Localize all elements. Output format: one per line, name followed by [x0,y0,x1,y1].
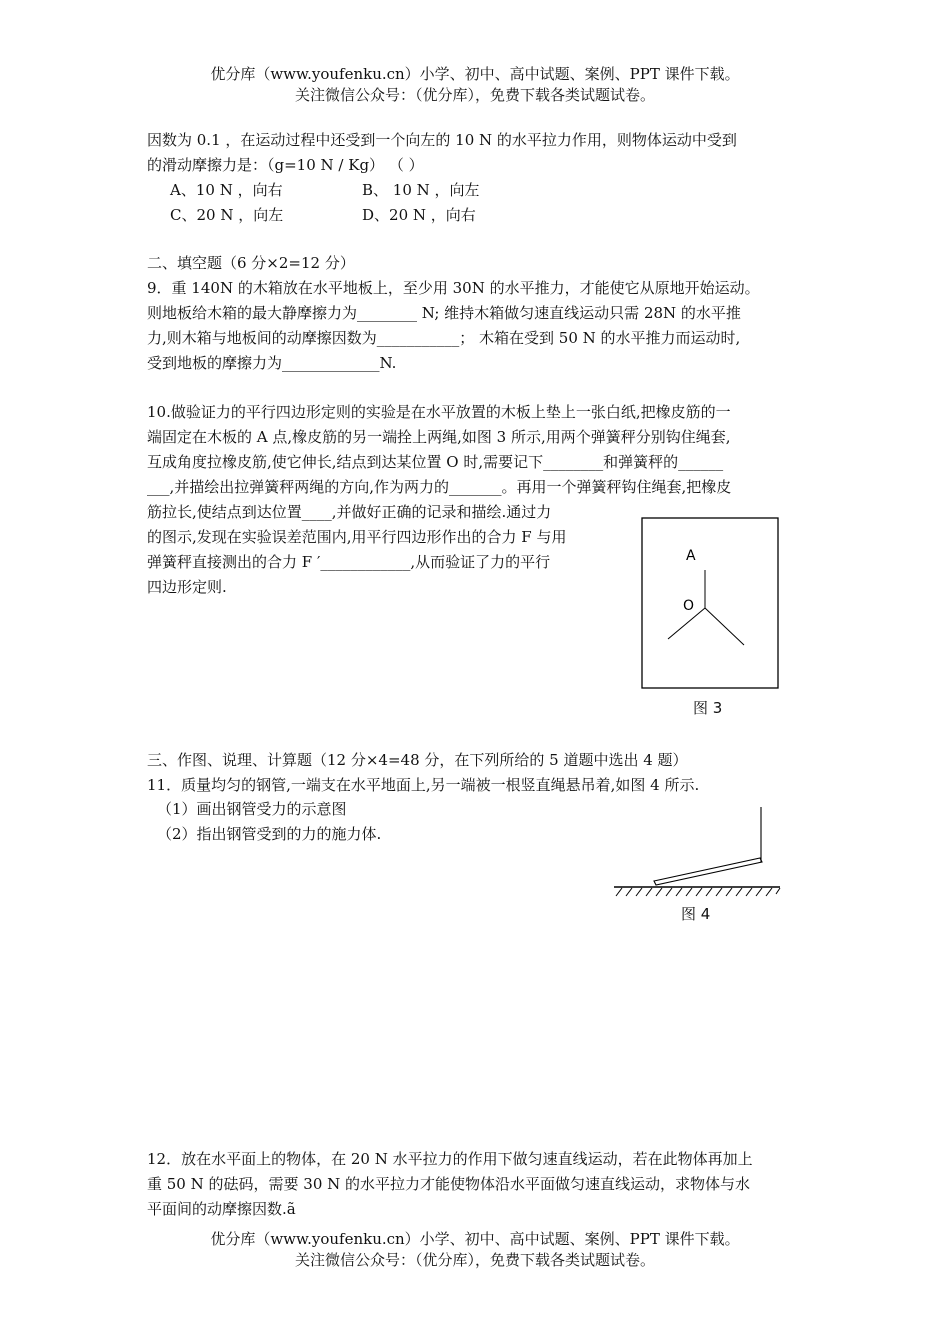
q9-line-4: 受到地板的摩擦力为_____________N. [147,354,397,372]
q10-line-5: 筋拉长,使结点到达位置____,并做好正确的记录和描绘.通过力 [147,503,552,521]
q11-line-1: 11．质量均匀的钢管,一端支在水平地面上,另一端被一根竖直绳悬吊着,如图 4 所示. [147,776,700,794]
q10-line-8: 四边形定则. [147,578,227,596]
page-header-line-2: 关注微信公众号：（优分库），免费下载各类试题试卷。 [294,86,655,104]
page-footer-line-2: 关注微信公众号：（优分库），免费下载各类试题试卷。 [294,1251,655,1269]
q10-line-4: ___,并描绘出拉弹簧秤两绳的方向,作为两力的_______。再用一个弹簧秤钩住绳套,把橡皮 [147,478,732,496]
q10-line-2: 端固定在木板的 A 点,橡皮筋的另一端拴上两绳,如图 3 所示,用两个弹簧秤分别钩住绳套, [147,428,731,446]
steel-pipe-shape [654,858,762,885]
figure-3-board [642,518,778,688]
figure-3-caption: 图 3 [693,699,723,717]
page-footer-line-1: 优分库（www.youfenku.cn）小学、初中、高中试题、案例、PPT 课件下载。 [210,1230,740,1248]
q8-line-2: 的滑动摩擦力是：（g=10 N / Kg） （ ） [147,156,424,174]
q9-line-3: 力,则木箱与地板间的动摩擦因数为___________； 木箱在受到 50 N 的水平推力而运动时, [147,329,741,347]
q12-line-3: 平面间的动摩擦因数.ã [147,1200,296,1218]
q9-line-1: 9．重 140N 的木箱放在水平地板上，至少用 30N 的水平推力，才能使它从原地开始运动。 [147,279,760,297]
q12-line-2: 重 50 N 的砝码，需要 30 N 的水平拉力才能使物体沿水平面做匀速直线运动，求物体与水 [147,1175,751,1193]
q8-option-a: A、10 N ，向右 [170,181,283,199]
point-o-label: O [683,598,695,614]
q8-line-1: 因数为 0.1 ，在运动过程中还受到一个向左的 10 N 的水平拉力作用，则物体运动中受到 [147,131,737,149]
q8-option-d: D、20 N ，向右 [362,206,476,224]
q10-line-6: 的图示,发现在实验误差范围内,用平行四边形作出的合力 F 与用 [147,528,567,546]
q9-line-2: 则地板给木箱的最大静摩擦力为________ N; 维持木箱做匀速直线运动只需 28N 的水平推 [147,304,741,322]
q8-option-c: C、20 N ，向左 [170,206,284,224]
q11-line-2: （1）画出钢管受力的示意图 [157,800,347,818]
figure-3-diagram [640,516,780,690]
point-a-label: A [686,548,696,564]
page-header-line-1: 优分库（www.youfenku.cn）小学、初中、高中试题、案例、PPT 课件下载。 [210,65,740,83]
q10-line-3: 互成角度拉橡皮筋,使它伸长,结点到达某位置 O 时,需要记下________和弹簧秤的______ [147,453,724,471]
section-3-title: 三、作图、说理、计算题（12 分×4=48 分，在下列所给的 5 道题中选出 4 题） [147,751,688,769]
q10-line-1: 10.做验证力的平行四边形定则的实验是在水平放置的木板上垫上一张白纸,把橡皮筋的一 [147,403,731,421]
q10-line-7: 弹簧秤直接测出的合力 F ′____________,从而验证了力的平行 [147,553,551,571]
right-rope-line [705,608,744,645]
q8-option-b: B、 10 N ，向左 [362,181,480,199]
figure-4-caption: 图 4 [681,905,711,923]
ground-hatch [616,888,780,896]
q11-line-3: （2）指出钢管受到的力的施力体. [157,825,382,843]
section-2-title: 二、填空题（6 分×2=12 分） [147,254,355,272]
q12-line-1: 12．放在水平面上的物体，在 20 N 水平拉力的作用下做匀速直线运动，若在此物体再加上 [147,1150,753,1168]
figure-4-diagram [612,805,784,905]
